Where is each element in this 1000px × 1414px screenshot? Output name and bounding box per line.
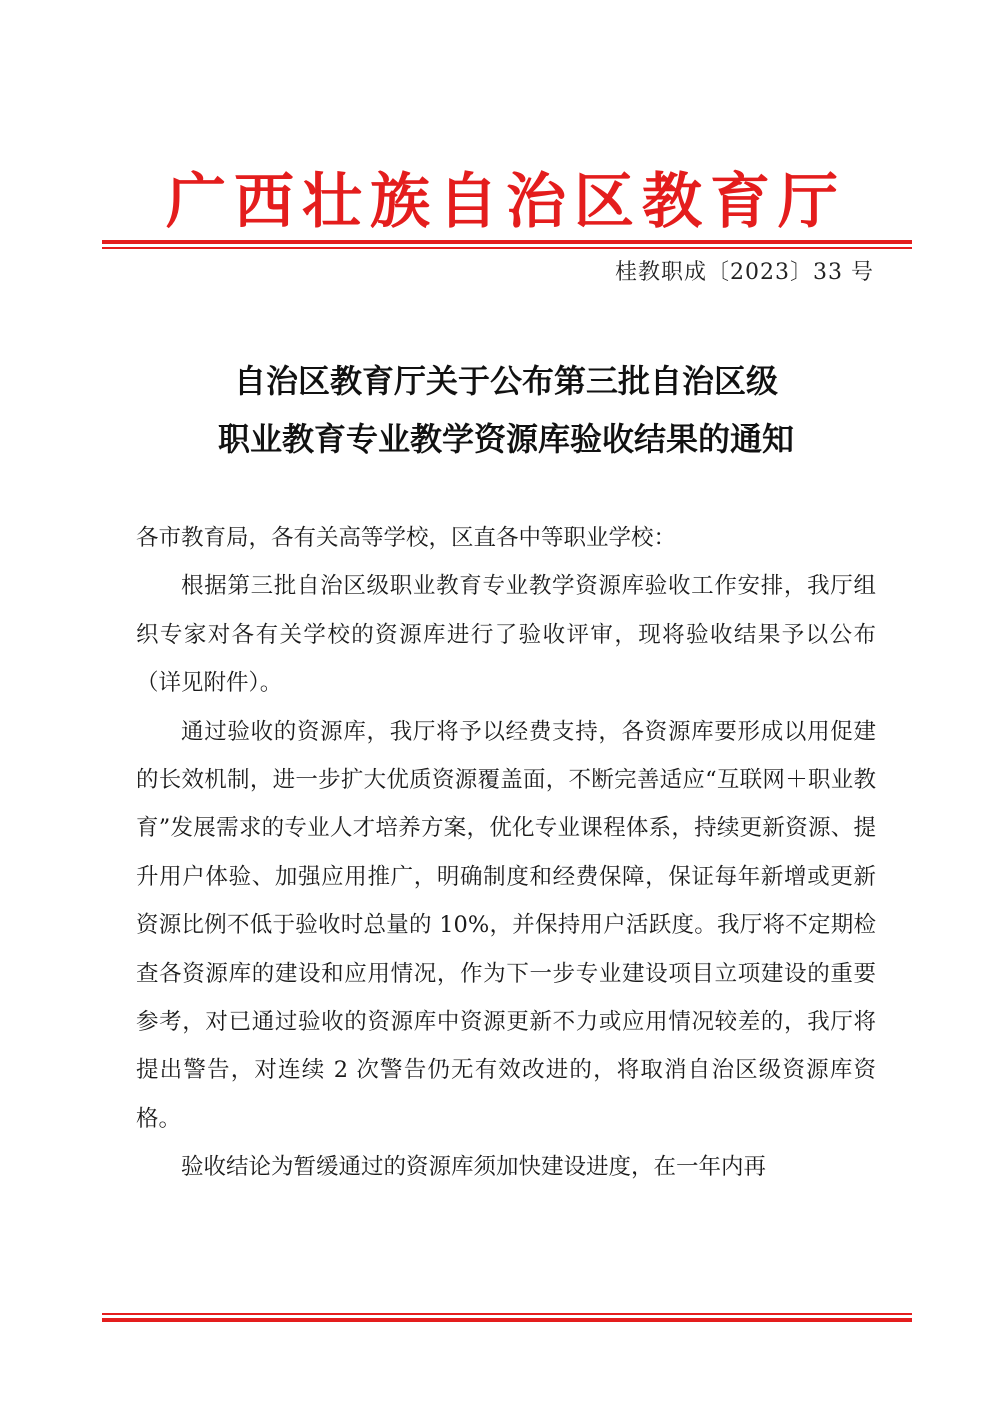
document-number: 桂教职成〔2023〕33 号 [615,260,874,285]
footer-red-rule-thick [102,1318,912,1322]
paragraph-2: 通过验收的资源库，我厅将予以经费支持，各资源库要形成以用促建的长效机制，进一步扩大优质资源覆盖面，不断完善适应“互联网＋职业教育”发展需求的专业人才培养方案，优化专业课程体系，持续更新资源、提升用户体验、加强应用推广，明确制度和经费保障，保证每年新增或更新资源比例不低于验收时总量的 10%，并保持用户活跃度。我厅将不定期检查各资源库的建设和应用情况，作为下一步专业建设项目立项建设的重要参考，对已通过验收的资源库中资源更新不力或应用情况较差的，我厅将提出警告，对连续 2 次警告仍无有效改进的，将取消自治区级资源库资格。 [136,718,876,1132]
header-red-rule-thin [102,247,912,249]
document-title-line-2: 职业教育专业教学资源库验收结果的通知 [217,420,794,458]
paragraph-1: 根据第三批自治区级职业教育专业教学资源库验收工作安排，我厅组织专家对各有关学校的资源库进行了验收评审，现将验收结果予以公布（详见附件）。 [136,573,876,697]
agency-title: 广西壮族自治区教育厅 [166,167,846,237]
salutation: 各市教育局，各有关高等学校，区直各中等职业学校： [136,525,677,551]
footer-red-rule-thin [102,1313,912,1315]
document-title-line-1: 自治区教育厅关于公布第三批自治区级 [233,362,778,400]
paragraph-3: 验收结论为暂缓通过的资源库须加快建设进度，在一年内再 [181,1154,767,1181]
header-red-rule-thick [102,240,912,244]
document-body [136,514,876,1192]
